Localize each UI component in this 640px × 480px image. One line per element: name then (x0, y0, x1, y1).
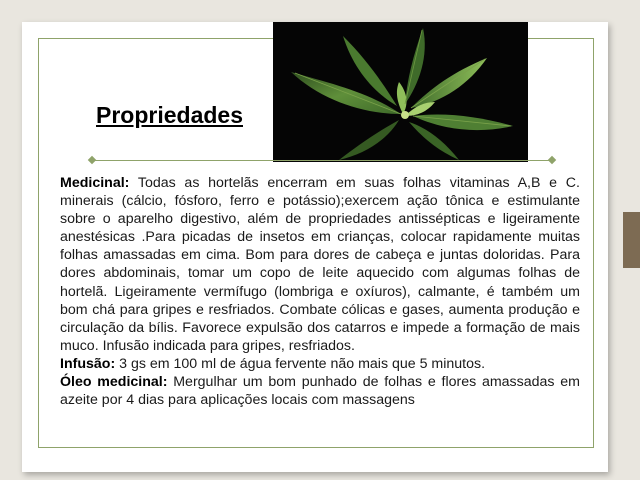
properties-text (60, 174, 580, 409)
leaf-lower-left (339, 120, 399, 160)
text-oleo: Mergulhar um bom punhado de folhas e flores amassadas em azeite por 4 dias para aplicações locais com massagens (60, 374, 580, 409)
label-oleo: Óleo medicinal: (60, 374, 168, 391)
paragraph-medicinal (60, 174, 580, 355)
text-medicinal: Todas as hortelãs encerram em suas folhas vitaminas A,B e C. minerais (cálcio, fósforo, ferro e potássio);exercem ação tônica e estimulante sobre o aparelho digestivo, além de propriedades antissépticas e ligeiramente anestésicas .Para picadas de insetos em crianças, colocar rapidamente muitas folhas amassadas em cima. Bom para dores de cabeça e juntas doloridas. Para dores abdominais, tomar um copo de leite aquecido com algumas folhas de hortelã. Ligeiramente vermífugo (lombriga e oxíuros), calmante, é também um bom chá para gripes e resfriados. Combate cólicas e gases, aumenta produção e circulação da bílis. Favorece expulsão dos catarros e impede a formação de mais muco. Infusão indicada para gripes, resfriados. (60, 175, 580, 354)
paragraph-oleo (60, 373, 580, 409)
mint-leaves-photo (273, 22, 528, 162)
mint-leaves-illustration (273, 22, 528, 162)
leaf-right (413, 114, 513, 130)
paragraph-infusao (60, 355, 580, 373)
text-infusao: 3 gs em 100 ml de água fervente não mais que 5 minutos. (115, 355, 486, 372)
side-tab (623, 212, 640, 268)
page-title: Propriedades (96, 102, 243, 128)
label-infusao: Infusão: (60, 355, 116, 372)
leaf-center-bud (401, 111, 409, 119)
label-medicinal: Medicinal: (60, 175, 130, 191)
title-divider (92, 160, 552, 161)
leaf-center-young (397, 82, 407, 114)
